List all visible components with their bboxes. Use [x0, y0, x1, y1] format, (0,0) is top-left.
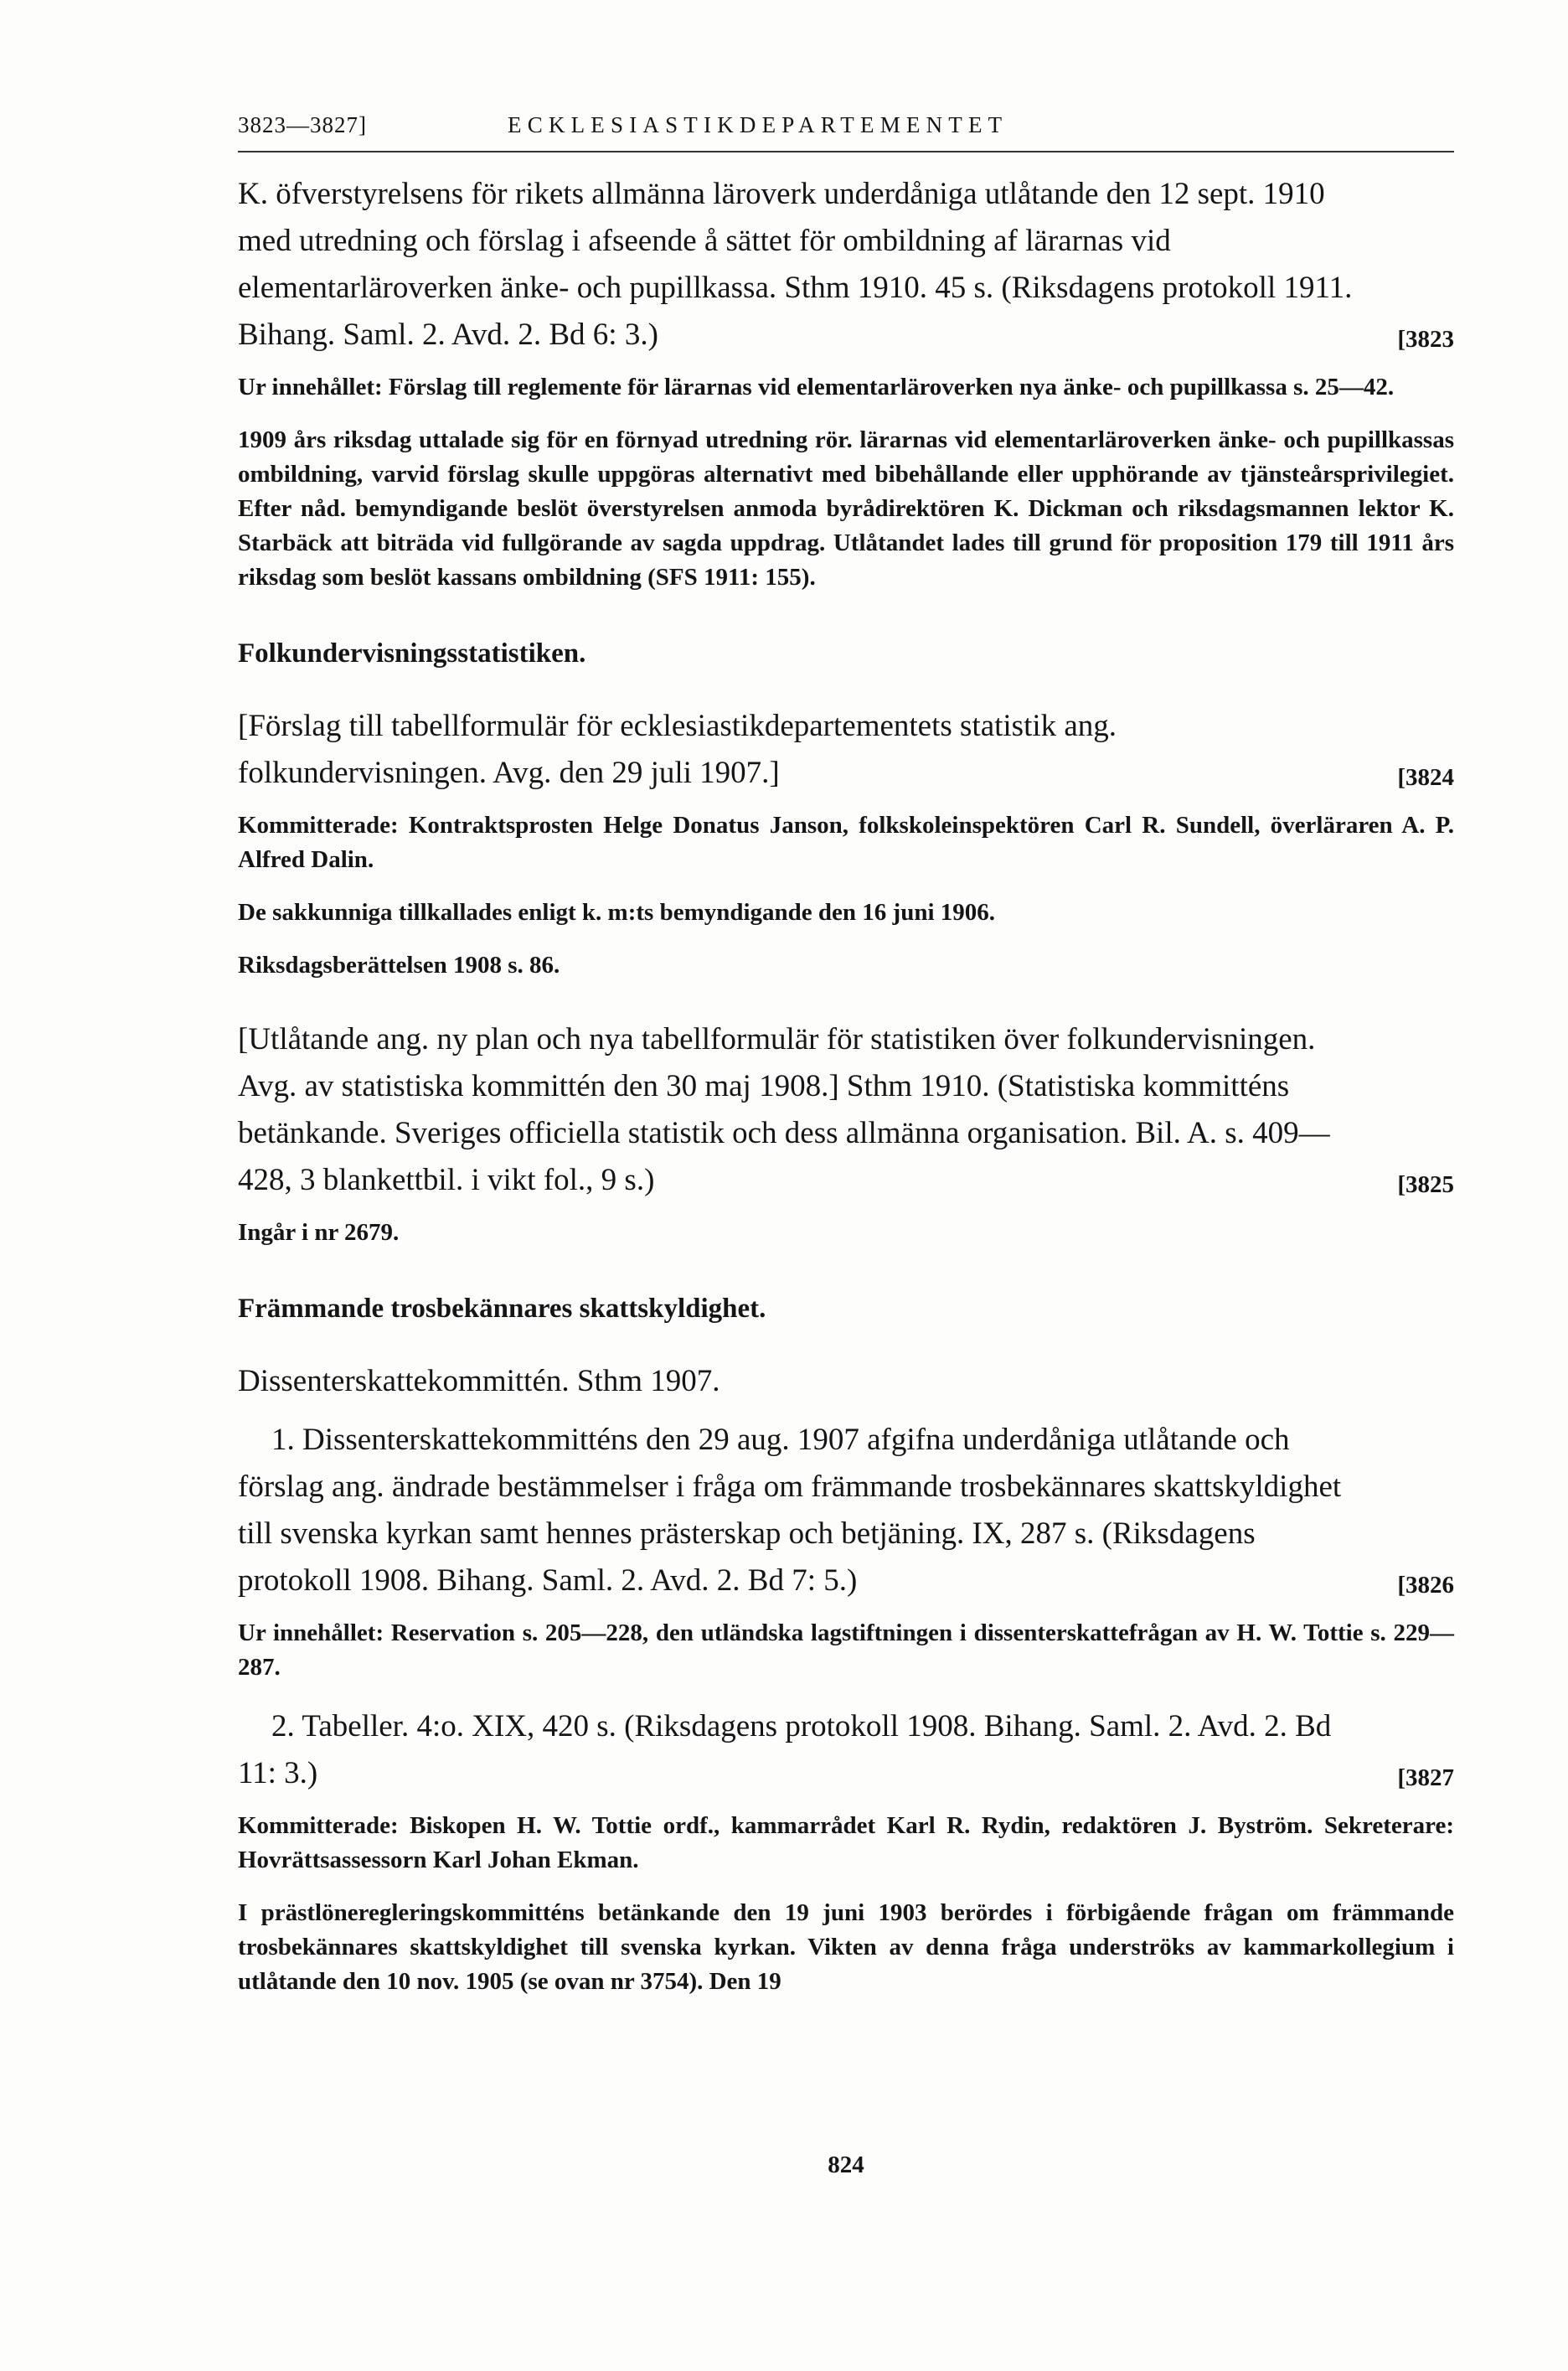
entry-3826	[238, 1417, 1454, 1604]
entry-3825-note: Ingår i nr 2679.	[238, 1219, 400, 1246]
entry-3823-note-contents: Ur innehållet: Förslag till reglemente för lärarnas vid elementarläroverken nya änke- och pupillkassa s. 25—42.	[238, 374, 1395, 400]
running-head	[238, 106, 1454, 142]
entry-3827	[238, 1703, 1454, 1797]
entry-3827-note-background: I prästlöneregleringskommitténs betänkande den 19 juni 1903 berördes i förbigående frågan om främmande trosbekännares skattskyldighet till svenska kyrkan. Vikten av denna fråga underströks av kammarkollegium i utlåtande den 10 nov. 1905 (se ovan nr 3754). Den 19	[238, 1899, 1454, 1995]
entry-3825	[238, 1016, 1454, 1204]
section-heading-trosbekannare: Främmande trosbekännares skattskyldighet.	[238, 1294, 766, 1324]
entry-3824-note-committee: Kommitterade: Kontraktsprosten Helge Donatus Janson, folkskoleinspektören Carl R. Sundell, överläraren A. P. Alfred Dalin.	[238, 812, 1454, 873]
entry-3824	[238, 703, 1454, 797]
entry-3827-number: [3827	[1397, 1764, 1454, 1791]
entry-3826-note: Ur innehållet: Reservation s. 205—228, den utländska lagstiftningen i dissenterskattefrågan av H. W. Tottie s. 229—287.	[238, 1619, 1454, 1681]
entry-3825-number: [3825	[1397, 1171, 1454, 1198]
section-subheading-dissenterskattekommitten: Dissenterskattekommittén. Sthm 1907.	[238, 1364, 720, 1398]
entry-3826-text: 1. Dissenterskattekommitténs den 29 aug. 1907 afgifna underdåniga utlåtande och förslag ang. ändrade bestämmelser i fråga om främmande trosbekännares skattskyldighet till svenska kyrkan samt hennes prästerskap och betjäning. IX, 287 s. (Riksdagens protokoll 1908. Bihang. Saml. 2. Avd. 2. Bd 7: 5.)	[238, 1423, 1342, 1598]
entry-3823-number: [3823	[1397, 326, 1454, 353]
header-rule	[238, 151, 1454, 152]
entry-3825-text: [Utlåtande ang. ny plan och nya tabellformulär för statistiken över folkundervisningen. Avg. av statistiska kommittén den 30 maj 1908.] Sthm 1910. (Statistiska kommitténs betänkande. Sveriges officiella statistik och dess allmänna organisation. Bil. A. s. 409—428, 3 blankettbil. i vikt fol., 9 s.)	[238, 1022, 1330, 1197]
entry-range: 3823—3827]	[238, 112, 367, 137]
entry-3823-note-background: 1909 års riksdag uttalade sig för en förnyad utredning rör. lärarnas vid elementarläroverken änke- och pupillkassas ombildning, varvid förslag skulle uppgöras alternativt med bibehållande eller upphörande av tjänsteårsprivilegiet. Efter nåd. bemyndigande beslöt överstyrelsen anmoda byrådirektören K. Dickman och riksdagsmannen lektor K. Starbäck att biträda vid fullgörande av sagda uppdrag. Utlåtandet lades till grund för proposition 179 till 1911 års riksdag som beslöt kassans ombildning (SFS 1911: 155).	[238, 426, 1454, 591]
department-title: ECKLESIASTIKDEPARTEMENTET	[508, 112, 1008, 137]
entry-3826-number: [3826	[1397, 1572, 1454, 1599]
entry-3823	[238, 171, 1454, 359]
entry-3823-text: K. öfverstyrelsens för rikets allmänna läroverk underdåniga utlåtande den 12 sept. 1910 med utredning och förslag i afseende å sättet för ombildning af lärarnas vid elementarläroverken änke- och pupillkassa. Sthm 1910. 45 s. (Riksdagens protokoll 1911. Bihang. Saml. 2. Avd. 2. Bd 6: 3.)	[238, 177, 1353, 352]
entry-3824-number: [3824	[1397, 764, 1454, 791]
entry-3824-note-reference: Riksdagsberättelsen 1908 s. 86.	[238, 952, 560, 979]
entry-3824-note-appointed: De sakkunniga tillkallades enligt k. m:ts bemyndigande den 16 juni 1906.	[238, 899, 996, 926]
section-heading-folkundervisning: Folkundervisningsstatistiken.	[238, 638, 586, 669]
entry-3827-text: 2. Tabeller. 4:o. XIX, 420 s. (Riksdagens protokoll 1908. Bihang. Saml. 2. Avd. 2. Bd 11: 3.)	[238, 1709, 1332, 1790]
entry-3824-text: [Förslag till tabellformulär för ecklesiastikdepartementets statistik ang. folkundervisningen. Avg. den 29 juli 1907.]	[238, 709, 1117, 790]
page-number: 824	[828, 2151, 864, 2178]
document-page	[238, 106, 1454, 1999]
entry-3827-note-committee: Kommitterade: Biskopen H. W. Tottie ordf., kammarrådet Karl R. Rydin, redaktören J. Byström. Sekreterare: Hovrättsassessorn Karl Johan Ekman.	[238, 1812, 1454, 1873]
